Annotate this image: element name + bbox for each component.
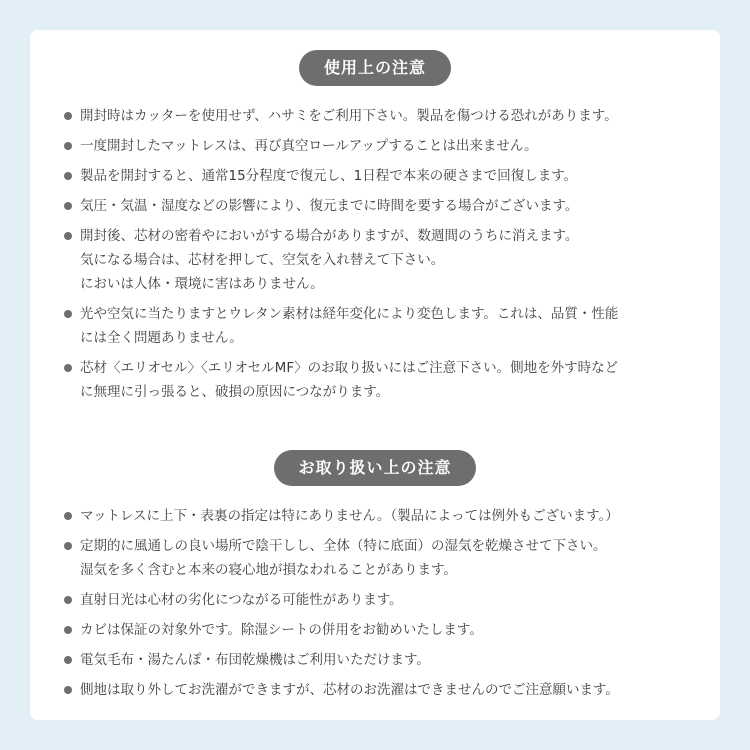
bullet-dot-icon [64,142,72,150]
list-item-text: 側地は取り外してお洗濯ができますが、芯材のお洗濯はできませんのでご注意願います。 [80,682,619,698]
list-item [62,588,696,612]
usage-caution-list [62,104,696,410]
list-item-text: 光や空気に当たりますとウレタン素材は経年変化により変色します。これは、品質・性能 [80,306,619,322]
notice-card [30,30,720,720]
list-item-text: 湿気を多く含むと本来の寝心地が損なわれることがあります。 [80,562,457,578]
list-item [62,618,696,642]
list-item [62,356,696,404]
list-item-text: 定期的に風通しの良い場所で陰干しし、全体（特に底面）の湿気を乾燥させて下さい。 [80,538,607,554]
bullet-dot-icon [64,626,72,634]
list-item-text: に無理に引っ張ると、破損の原因につながります。 [80,384,390,400]
list-item [62,104,696,128]
list-item-text: には全く問題ありません。 [80,330,243,346]
list-item-text: 開封時はカッターを使用せず、ハサミをご利用下さい。製品を傷つける恐れがあります。 [80,108,618,124]
list-item [62,164,696,188]
list-item-text: カビは保証の対象外です。除湿シートの併用をお勧めいたします。 [80,622,483,638]
list-item [62,224,696,296]
list-item-text: 一度開封したマットレスは、再び真空ロールアップすることは出来ません。 [80,138,538,154]
list-item-text: においは人体・環境に害はありません。 [80,276,324,292]
handling-caution-heading: お取り扱い上の注意 [274,450,476,486]
list-item-text: マットレスに上下・表裏の指定は特にありません。（製品によっては例外もございます。） [80,508,619,524]
list-item-text: 直射日光は心材の劣化につながる可能性があります。 [80,592,403,608]
list-item [62,194,696,218]
list-item [62,678,696,702]
usage-caution-heading: 使用上の注意 [299,50,451,86]
list-item [62,504,696,528]
list-item [62,134,696,158]
list-item [62,302,696,350]
list-item-text: 芯材〈エリオセル〉〈エリオセルMF〉のお取り扱いにはご注意下さい。側地を外す時など [80,360,619,376]
bullet-dot-icon [64,202,72,210]
bullet-dot-icon [64,596,72,604]
bullet-dot-icon [64,686,72,694]
list-item-text: 製品を開封すると、通常15分程度で復元し、1日程で本来の硬さまで回復します。 [80,168,578,184]
list-item-text: 開封後、芯材の密着やにおいがする場合がありますが、数週間のうちに消えます。 [80,228,579,244]
bullet-dot-icon [64,310,72,318]
list-item [62,648,696,672]
handling-caution-list [62,504,696,708]
bullet-dot-icon [64,364,72,372]
list-item-text: 気圧・気温・湿度などの影響により、復元までに時間を要する場合がございます。 [80,198,579,214]
bullet-dot-icon [64,656,72,664]
bullet-dot-icon [64,512,72,520]
list-item-text: 気になる場合は、芯材を押して、空気を入れ替えて下さい。 [80,252,445,268]
bullet-dot-icon [64,112,72,120]
bullet-dot-icon [64,232,72,240]
bullet-dot-icon [64,172,72,180]
bullet-dot-icon [64,542,72,550]
list-item-text: 電気毛布・湯たんぽ・布団乾燥機はご利用いただけます。 [80,652,430,668]
list-item [62,534,696,582]
